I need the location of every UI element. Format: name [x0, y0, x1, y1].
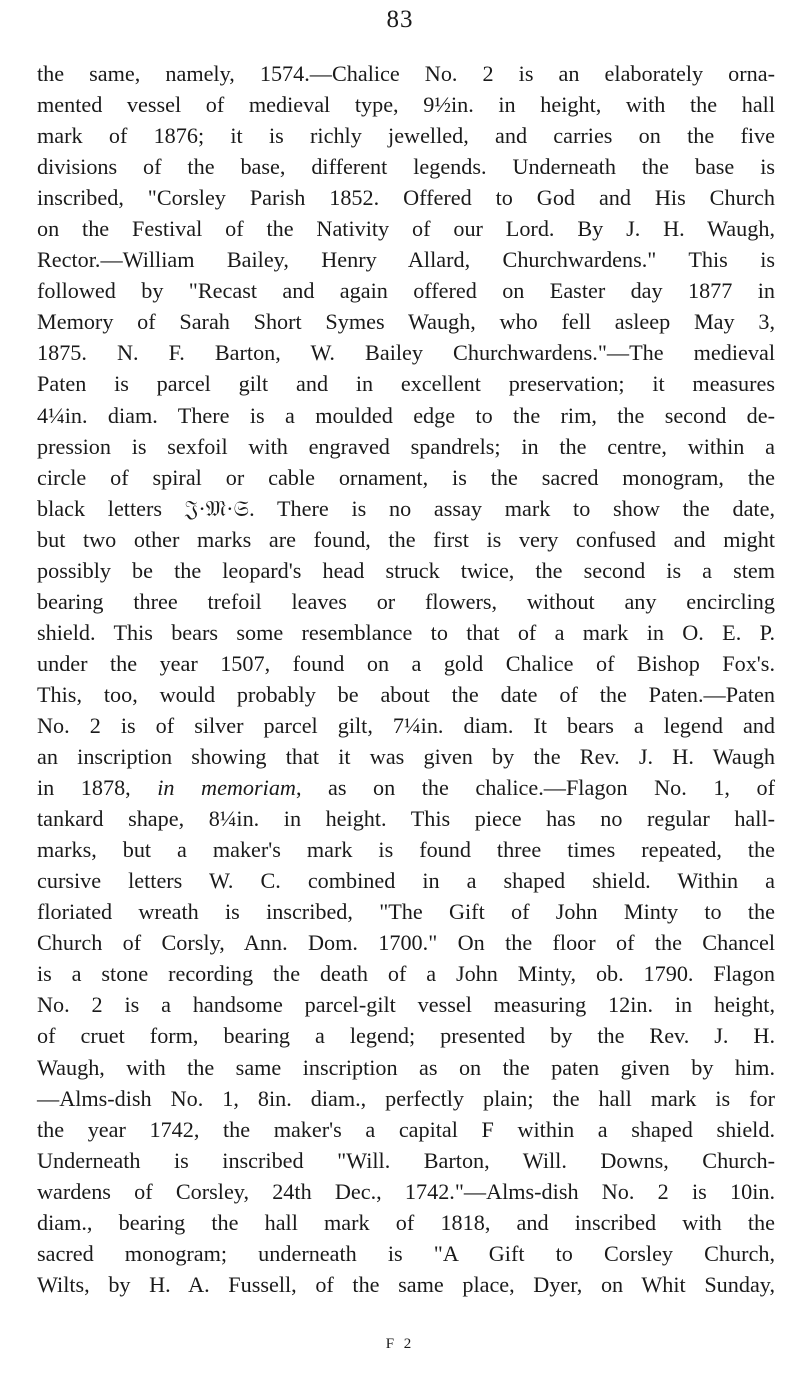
text-line: 1875. N. F. Barton, W. Bailey Churchwardens."—The medieval [37, 340, 775, 366]
text-line: circle of spiral or cable ornament, is the sacred monogram, the [37, 464, 775, 490]
text-line: Church of Corsly, Ann. Dom. 1700." On the floor of the Chancel [37, 930, 775, 956]
text-line: mark of 1876; it is richly jewelled, and carries on the five [37, 123, 775, 149]
text-line: black letters 𝔍·𝔐·𝔖. There is no assay mark to show the date, [37, 495, 775, 521]
text-line: diam., bearing the hall mark of 1818, and inscribed with the [37, 1209, 775, 1235]
text-line: under the year 1507, found on a gold Chalice of Bishop Fox's. [37, 650, 775, 676]
text-line: inscribed, "Corsley Parish 1852. Offered to God and His Church [37, 185, 775, 211]
text-line: pression is sexfoil with engraved spandrels; in the centre, within a [37, 433, 775, 459]
signature-mark: F 2 [385, 1336, 415, 1352]
text-line: in 1878, in memoriam, as on the chalice.—Flagon No. 1, of [37, 775, 775, 801]
text-line: marks, but a maker's mark is found three times repeated, the [37, 837, 775, 863]
text-line: on the Festival of the Nativity of our Lord. By J. H. Waugh, [37, 216, 775, 242]
text-line: No. 2 is a handsome parcel-gilt vessel measuring 12in. in height, [37, 992, 775, 1018]
text-line: Memory of Sarah Short Symes Waugh, who fell asleep May 3, [37, 309, 775, 335]
text-line: tankard shape, 8¼in. in height. This piece has no regular hall- [37, 806, 775, 832]
text-line: mented vessel of medieval type, 9½in. in height, with the hall [37, 92, 775, 118]
text-line: Rector.—William Bailey, Henry Allard, Churchwardens." This is [37, 247, 775, 273]
text-line: This, too, would probably be about the date of the Paten.—Paten [37, 681, 775, 707]
page-number: 83 [386, 6, 414, 33]
text-line: divisions of the base, different legends. Underneath the base is [37, 154, 775, 180]
text-line: shield. This bears some resemblance to that of a mark in O. E. P. [37, 619, 775, 645]
text-line: possibly be the leopard's head struck twice, the second is a stem [37, 557, 775, 583]
text-line: followed by "Recast and again offered on Easter day 1877 in [37, 278, 775, 304]
text-line: No. 2 is of silver parcel gilt, 7¼in. diam. It bears a legend and [37, 712, 775, 738]
text-line: cursive letters W. C. combined in a shaped shield. Within a [37, 868, 775, 894]
text-line: Underneath is inscribed "Will. Barton, Will. Downs, Church- [37, 1147, 775, 1173]
body-text [37, 58, 775, 1300]
text-line: bearing three trefoil leaves or flowers, without any encircling [37, 588, 775, 614]
text-line: the same, namely, 1574.—Chalice No. 2 is an elaborately orna- [37, 61, 775, 86]
text-line: an inscription showing that it was given by the Rev. J. H. Waugh [37, 744, 775, 770]
text-line: Wilts, by H. A. Fussell, of the same place, Dyer, on Whit Sunday, [37, 1271, 775, 1297]
text-line: sacred monogram; underneath is "A Gift to Corsley Church, [37, 1240, 775, 1266]
text-line: wardens of Corsley, 24th Dec., 1742."—Alms-dish No. 2 is 10in. [37, 1178, 775, 1204]
text-line: of cruet form, bearing a legend; presented by the Rev. J. H. [37, 1023, 775, 1049]
text-line: the year 1742, the maker's a capital F within a shaped shield. [37, 1116, 775, 1142]
text-line: Paten is parcel gilt and in excellent preservation; it measures [37, 371, 775, 397]
text-line: —Alms-dish No. 1, 8in. diam., perfectly plain; the hall mark is for [37, 1085, 775, 1111]
text-line: floriated wreath is inscribed, "The Gift of John Minty to the [37, 899, 775, 925]
text-line: 4¼in. diam. There is a moulded edge to the rim, the second de- [37, 402, 775, 428]
text-line: is a stone recording the death of a John Minty, ob. 1790. Flagon [37, 961, 775, 987]
text-line: Waugh, with the same inscription as on the paten given by him. [37, 1054, 775, 1080]
text-line: but two other marks are found, the first is very confused and might [37, 526, 775, 552]
